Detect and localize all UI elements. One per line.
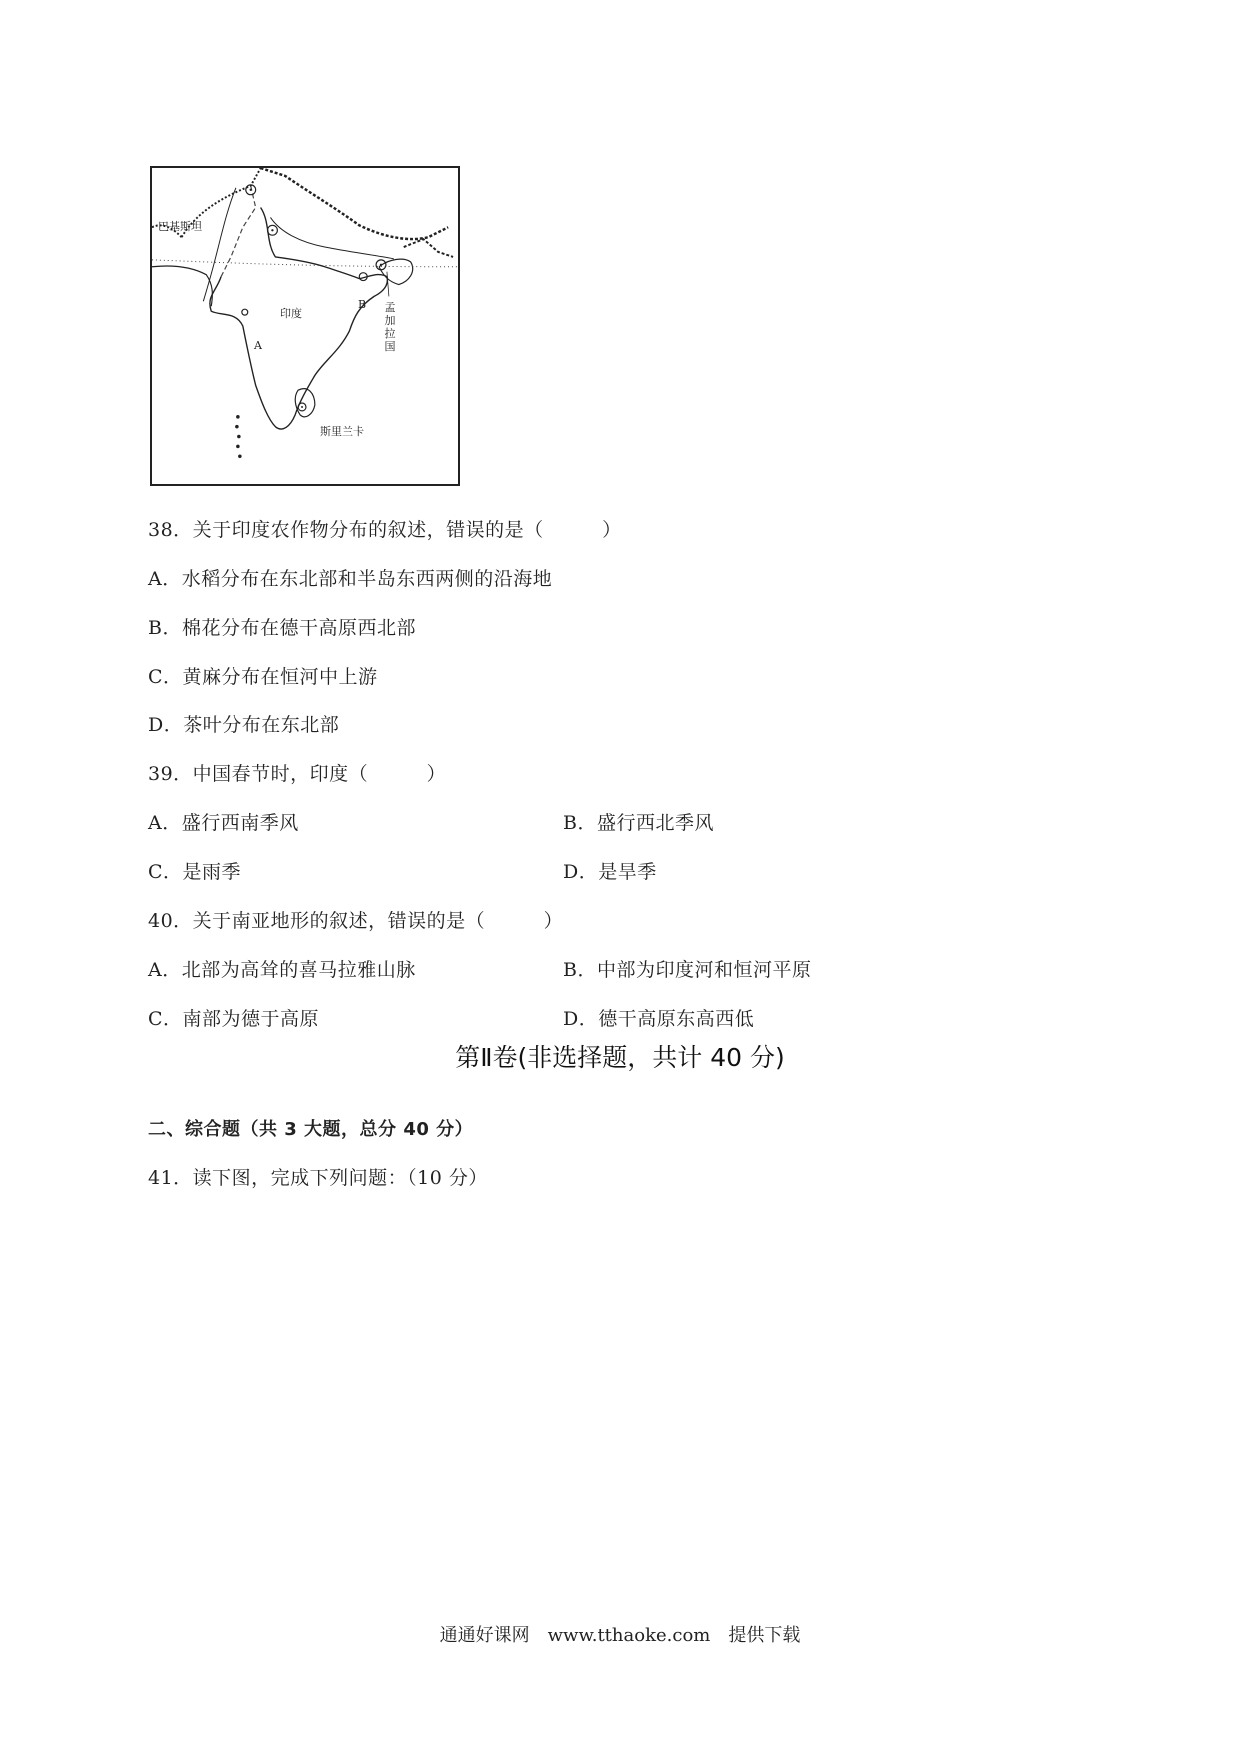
section-2-title: 第Ⅱ卷(非选择题，共计 40 分) — [455, 1043, 785, 1072]
q39-option-b: B．盛行西北季风 — [563, 812, 714, 834]
q41-stem: 41．读下图，完成下列问题：（10 分） — [148, 1167, 488, 1189]
label-point-a: A — [254, 339, 262, 352]
q40-option-b: B．中部为印度河和恒河平原 — [563, 959, 812, 981]
q38-option-d: D．茶叶分布在东北部 — [148, 714, 340, 736]
section-2-heading: 二、综合题（共 3 大题，总分 40 分） — [148, 1119, 474, 1140]
south-asia-map — [150, 166, 460, 486]
q38-option-c: C．黄麻分布在恒河中上游 — [148, 666, 378, 688]
q39-option-d: D．是旱季 — [563, 861, 657, 883]
q39-option-c: C．是雨季 — [148, 861, 242, 883]
q38-option-b: B．棉花分布在德干高原西北部 — [148, 617, 416, 639]
q38-option-a: A．水稻分布在东北部和半岛东西两侧的沿海地 — [148, 568, 553, 590]
label-srilanka: 斯里兰卡 — [320, 425, 364, 438]
q40-option-a: A．北部为高耸的喜马拉雅山脉 — [148, 959, 416, 981]
q40-option-d: D．德干高原东高西低 — [563, 1008, 755, 1030]
map-drawing — [152, 168, 458, 484]
q40-option-c: C．南部为德于高原 — [148, 1008, 320, 1030]
q38-stem: 38．关于印度农作物分布的叙述，错误的是（ ） — [148, 519, 622, 541]
label-india: 印度 — [280, 307, 302, 320]
label-pakistan: 巴基斯坦 — [158, 220, 202, 233]
q39-option-a: A．盛行西南季风 — [148, 812, 299, 834]
page-footer: 通通好课网 www.tthaoke.com 提供下载 — [439, 1625, 801, 1646]
label-bangladesh: 孟加拉国 — [384, 301, 396, 353]
q40-stem: 40．关于南亚地形的叙述，错误的是（ ） — [148, 910, 564, 932]
q39-stem: 39．中国春节时，印度（ ） — [148, 763, 447, 785]
label-point-b: B — [358, 298, 367, 311]
